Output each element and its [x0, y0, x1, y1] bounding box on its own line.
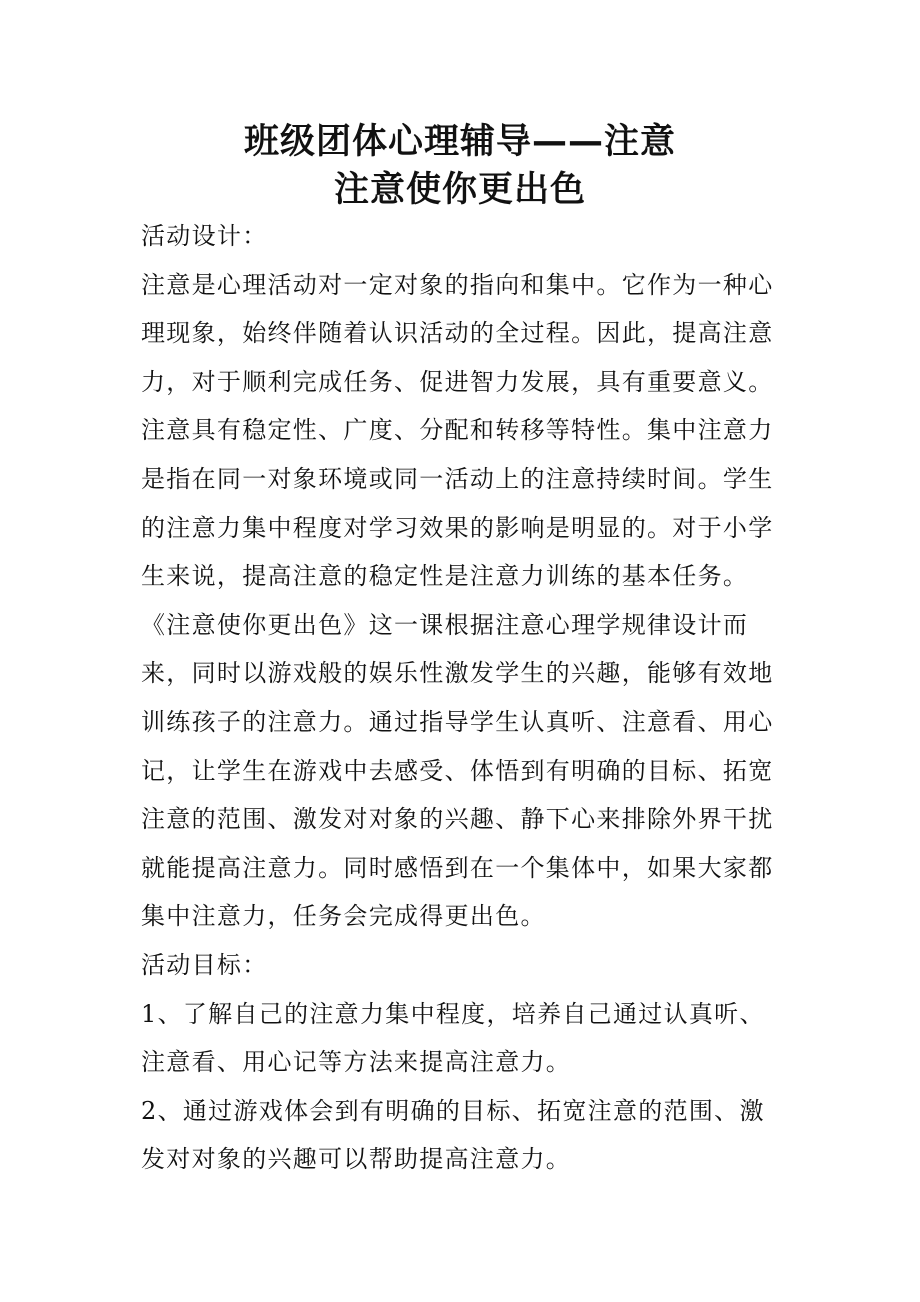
document-title: 班级团体心理辅导——注意	[243, 122, 676, 162]
design-paragraph: 《注意使你更出色》这一课根据注意心理学规律设计而来，同时以游戏般的娱乐性激发学生的兴趣，能够有效地训练孩子的注意力。通过指导学生认真听、注意看、用心记，让学生在游戏中去感受、体悟到有明确的目标、拓宽注意的范围、激发对对象的兴趣、静下心来排除外界干扰就能提高注意力。同时感悟到在一个集体中，如果大家都集中注意力，任务会完成得更出色。	[141, 610, 774, 931]
section-label-design: 活动设计：	[141, 222, 268, 250]
goal-item: 1、了解自己的注意力集中程度，培养自己通过认真听、注意看、用心记等方法来提高注意力。	[141, 999, 765, 1077]
document-subtitle: 注意使你更出色	[333, 170, 586, 210]
section-label-goals: 活动目标：	[141, 950, 268, 979]
document-body	[141, 212, 786, 1184]
goal-item: 2、通过游戏体会到有明确的目标、拓宽注意的范围、激发对对象的兴趣可以帮助提高注意力。	[141, 1096, 765, 1174]
design-paragraph: 注意是心理活动对一定对象的指向和集中。它作为一种心理现象，始终伴随着认识活动的全过程。因此，提高注意力，对于顺利完成任务、促进智力发展，具有重要意义。注意具有稳定性、广度、分配和转移等特性。集中注意力是指在同一对象环境或同一活动上的注意持续时间。学生的注意力集中程度对学习效果的影响是明显的。对于小学生来说，提高注意的稳定性是注意力训练的基本任务。	[141, 270, 774, 591]
